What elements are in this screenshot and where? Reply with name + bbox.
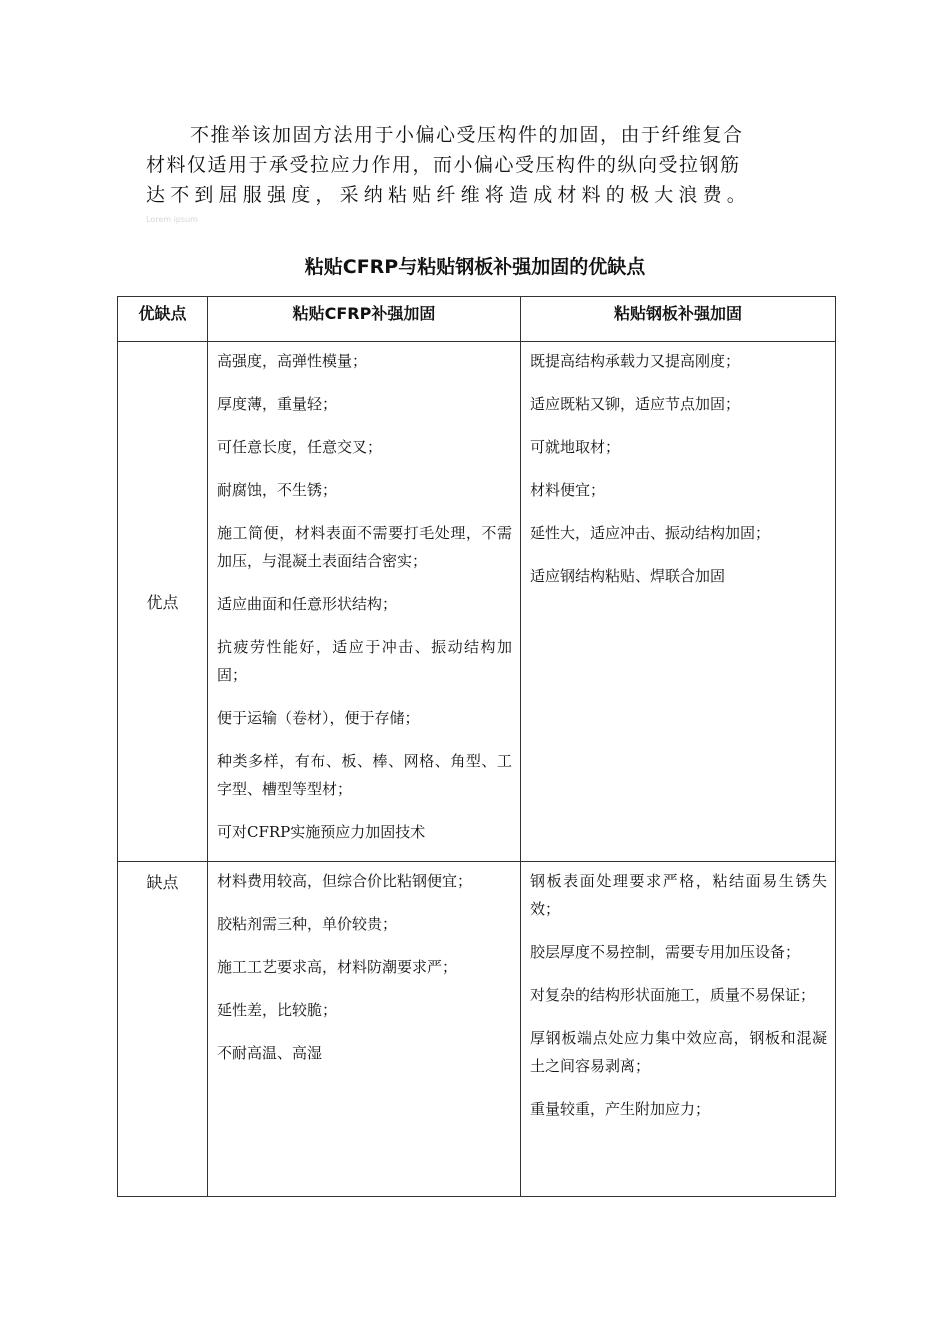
intro-line-3: 达不到屈服强度，采纳粘贴纤维将造成材料的极大浪费。 (146, 184, 752, 206)
cfrp-disadvantages-cell (208, 862, 521, 1197)
cfrp-disadvantage-item: 施工工艺要求高，材料防潮要求严； (217, 958, 458, 976)
cfrp-advantage-item: 可任意长度，任意交叉； (217, 438, 383, 456)
steel-advantage-item: 适应钢结构粘贴、焊联合加固 (530, 567, 726, 585)
row-label-advantages: 优点 (118, 342, 208, 862)
table-header-row (118, 297, 836, 342)
cfrp-disadvantage-item: 胶粘剂需三种，单价较贵； (217, 915, 398, 933)
cfrp-advantage-item: 高强度，高弹性模量； (217, 352, 368, 370)
intro-paragraph (146, 120, 806, 210)
steel-advantage-item: 延性大，适应冲击、振动结构加固； (530, 524, 771, 542)
cfrp-advantage-item: 可对CFRP实施预应力加固技术 (217, 823, 426, 841)
steel-disadvantage-item: 厚钢板端点处应力集中效应高，钢板和混凝土之间容易剥离； (530, 1029, 827, 1075)
cfrp-advantage-item: 抗疲劳性能好，适应于冲击、振动结构加固； (217, 638, 512, 684)
steel-disadvantage-item: 钢板表面处理要求严格，粘结面易生锈失效； (530, 872, 827, 918)
steel-advantage-item: 材料便宜； (530, 481, 606, 499)
row-label-disadvantages: 缺点 (118, 862, 208, 1197)
cfrp-advantage-item: 种类多样，有布、板、棒、网格、角型、工字型、槽型等型材； (217, 752, 512, 798)
cfrp-advantage-item: 适应曲面和任意形状结构； (217, 595, 398, 613)
intro-line-1: 不推举该加固方法用于小偏心受压构件的加固，由于纤维复合 (190, 124, 744, 146)
table-title: 粘贴CFRP与粘贴钢板补强加固的优缺点 (304, 256, 646, 278)
cfrp-disadvantage-item: 材料费用较高，但综合价比粘钢便宜； (217, 872, 473, 890)
steel-disadvantages-cell (521, 862, 836, 1197)
faint-watermark-text: Lorem ipsum (146, 215, 198, 224)
comparison-table (117, 296, 836, 1197)
steel-advantage-item: 可就地取材； (530, 438, 621, 456)
steel-advantage-item: 适应既粘又铆，适应节点加固； (530, 395, 741, 413)
steel-advantages-cell (521, 342, 836, 862)
table-row-advantages (118, 342, 836, 862)
steel-disadvantage-item: 重量较重，产生附加应力； (530, 1100, 711, 1118)
table-row-disadvantages (118, 862, 836, 1197)
steel-disadvantage-item: 胶层厚度不易控制，需要专用加压设备； (530, 943, 801, 961)
cfrp-advantage-item: 厚度薄，重量轻； (217, 395, 338, 413)
cfrp-advantages-cell (208, 342, 521, 862)
header-pros-cons: 优缺点 (118, 297, 208, 342)
header-cfrp: 粘贴CFRP补强加固 (208, 297, 521, 342)
steel-advantage-item: 既提高结构承载力又提高刚度； (530, 352, 741, 370)
cfrp-advantage-item: 耐腐蚀，不生锈； (217, 481, 338, 499)
cfrp-advantage-item: 便于运输（卷材），便于存储； (217, 709, 420, 727)
cfrp-advantage-item: 施工简便，材料表面不需要打毛处理，不需加压，与混凝土表面结合密实； (217, 524, 512, 570)
cfrp-disadvantage-item: 延性差，比较脆； (217, 1001, 338, 1019)
header-steel-plate: 粘贴钢板补强加固 (521, 297, 836, 342)
steel-disadvantage-item: 对复杂的结构形状面施工，质量不易保证； (530, 986, 816, 1004)
intro-line-2: 材料仅适用于承受拉应力作用，而小偏心受压构件的纵向受拉钢筋 (146, 154, 741, 176)
cfrp-disadvantage-item: 不耐高温、高湿 (217, 1044, 323, 1062)
